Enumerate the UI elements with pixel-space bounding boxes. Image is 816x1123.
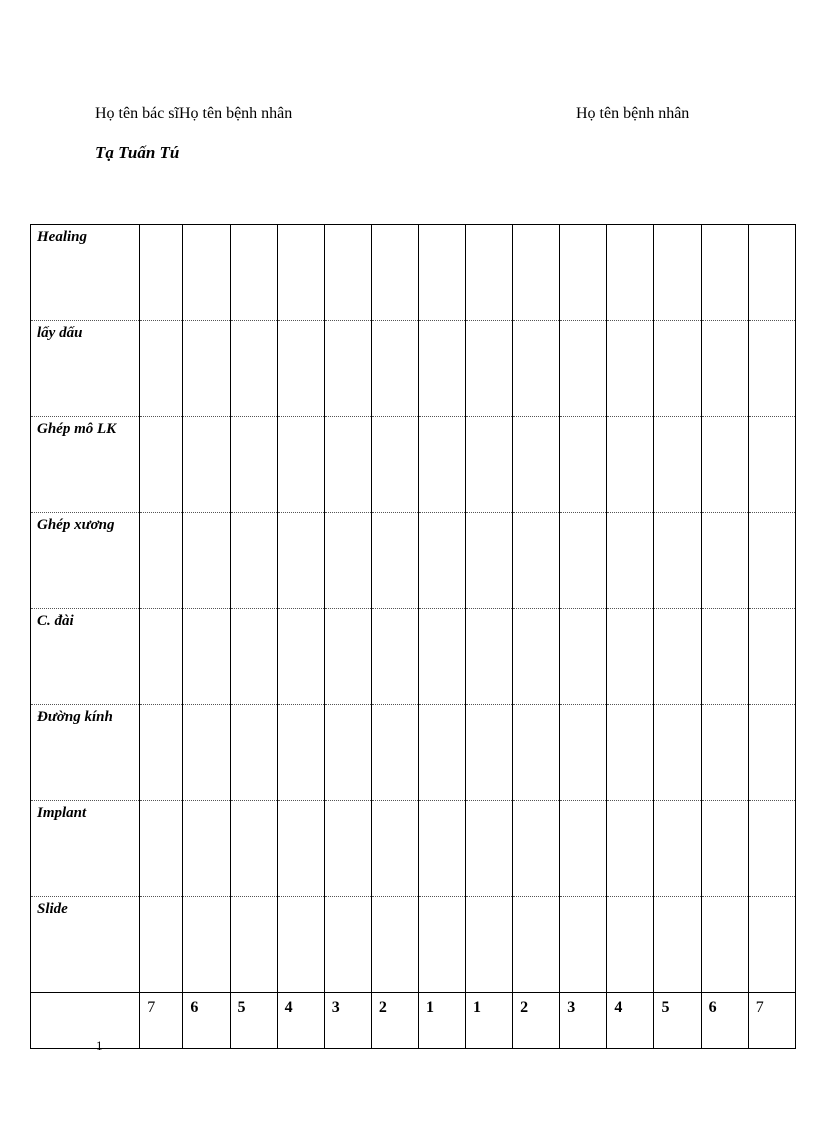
chart-cell[interactable] <box>513 609 560 705</box>
chart-cell[interactable] <box>607 321 654 417</box>
chart-cell[interactable] <box>654 417 701 513</box>
chart-cell[interactable] <box>560 705 607 801</box>
chart-cell[interactable] <box>607 897 654 993</box>
chart-cell[interactable] <box>371 225 418 321</box>
chart-cell[interactable] <box>513 321 560 417</box>
chart-cell[interactable] <box>701 897 748 993</box>
chart-cell[interactable] <box>371 513 418 609</box>
chart-cell[interactable] <box>277 609 324 705</box>
chart-cell[interactable] <box>748 801 795 897</box>
chart-cell[interactable] <box>371 801 418 897</box>
chart-cell[interactable] <box>560 417 607 513</box>
chart-cell[interactable] <box>324 513 371 609</box>
chart-cell[interactable] <box>560 321 607 417</box>
chart-cell[interactable] <box>701 801 748 897</box>
chart-cell[interactable] <box>748 225 795 321</box>
chart-cell[interactable] <box>466 513 513 609</box>
row-label: Ghép xương <box>31 513 140 609</box>
tooth-number: 5 <box>230 993 277 1049</box>
chart-cell[interactable] <box>140 321 183 417</box>
chart-cell[interactable] <box>324 225 371 321</box>
chart-cell[interactable] <box>324 321 371 417</box>
chart-cell[interactable] <box>277 321 324 417</box>
chart-row <box>31 609 796 705</box>
chart-cell[interactable] <box>701 609 748 705</box>
chart-cell[interactable] <box>230 225 277 321</box>
chart-cell[interactable] <box>513 417 560 513</box>
implant-chart-table <box>30 224 796 1049</box>
chart-cell[interactable] <box>183 321 230 417</box>
chart-cell[interactable] <box>607 513 654 609</box>
tooth-number: 3 <box>324 993 371 1049</box>
chart-cell[interactable] <box>560 801 607 897</box>
chart-cell[interactable] <box>748 417 795 513</box>
chart-cell[interactable] <box>183 705 230 801</box>
chart-cell[interactable] <box>748 513 795 609</box>
tooth-number: 1 <box>418 993 465 1049</box>
chart-cell[interactable] <box>324 609 371 705</box>
chart-cell[interactable] <box>324 897 371 993</box>
chart-cell[interactable] <box>277 801 324 897</box>
chart-cell[interactable] <box>560 609 607 705</box>
chart-cell[interactable] <box>607 609 654 705</box>
chart-cell[interactable] <box>466 801 513 897</box>
chart-cell[interactable] <box>654 321 701 417</box>
chart-row <box>31 513 796 609</box>
chart-cell[interactable] <box>140 801 183 897</box>
chart-cell[interactable] <box>654 897 701 993</box>
chart-cell[interactable] <box>230 801 277 897</box>
chart-cell[interactable] <box>466 225 513 321</box>
chart-cell[interactable] <box>466 897 513 993</box>
chart-cell[interactable] <box>371 417 418 513</box>
chart-cell[interactable] <box>277 225 324 321</box>
chart-cell[interactable] <box>513 513 560 609</box>
header-patient-label: Họ tên bệnh nhân <box>576 105 690 122</box>
chart-cell[interactable] <box>466 705 513 801</box>
row-label: Healing <box>31 225 140 321</box>
tooth-number: 7 <box>748 993 795 1049</box>
chart-cell[interactable] <box>183 609 230 705</box>
chart-cell[interactable] <box>607 417 654 513</box>
tooth-number: 4 <box>277 993 324 1049</box>
chart-cell[interactable] <box>418 897 465 993</box>
chart-cell[interactable] <box>418 705 465 801</box>
tooth-number-row <box>31 993 796 1049</box>
chart-cell[interactable] <box>183 417 230 513</box>
chart-row <box>31 321 796 417</box>
row-label: Ghép mô LK <box>31 417 140 513</box>
chart-cell[interactable] <box>371 609 418 705</box>
chart-cell[interactable] <box>513 705 560 801</box>
chart-cell[interactable] <box>230 417 277 513</box>
chart-cell[interactable] <box>140 513 183 609</box>
row-label: lấy dấu <box>31 321 140 417</box>
chart-cell[interactable] <box>513 225 560 321</box>
chart-cell[interactable] <box>701 417 748 513</box>
chart-cell[interactable] <box>466 417 513 513</box>
chart-cell[interactable] <box>418 513 465 609</box>
chart-cell[interactable] <box>513 897 560 993</box>
chart-cell[interactable] <box>183 801 230 897</box>
chart-cell[interactable] <box>230 897 277 993</box>
chart-cell[interactable] <box>654 513 701 609</box>
chart-cell[interactable] <box>418 417 465 513</box>
tooth-number: 2 <box>513 993 560 1049</box>
chart-cell[interactable] <box>418 321 465 417</box>
tooth-number: 2 <box>371 993 418 1049</box>
doctor-name: Tạ Tuấn Tú <box>95 143 180 162</box>
chart-cell[interactable] <box>277 705 324 801</box>
row-label: Implant <box>31 801 140 897</box>
chart-cell[interactable] <box>701 513 748 609</box>
tooth-row-blank-cell <box>31 993 140 1049</box>
chart-cell[interactable] <box>654 801 701 897</box>
chart-cell[interactable] <box>324 705 371 801</box>
tooth-number: 1 <box>466 993 513 1049</box>
chart-cell[interactable] <box>140 417 183 513</box>
chart-cell[interactable] <box>748 321 795 417</box>
chart-cell[interactable] <box>607 705 654 801</box>
chart-cell[interactable] <box>230 609 277 705</box>
chart-cell[interactable] <box>654 225 701 321</box>
chart-cell[interactable] <box>748 705 795 801</box>
chart-cell[interactable] <box>230 705 277 801</box>
header-doctor-patient-label: Họ tên bác sĩHọ tên bệnh nhân <box>95 105 293 122</box>
chart-cell[interactable] <box>748 609 795 705</box>
chart-cell[interactable] <box>466 321 513 417</box>
chart-cell[interactable] <box>277 417 324 513</box>
page-number: 1 <box>96 1038 103 1053</box>
chart-cell[interactable] <box>466 609 513 705</box>
chart-cell[interactable] <box>701 705 748 801</box>
chart-cell[interactable] <box>654 705 701 801</box>
chart-cell[interactable] <box>654 609 701 705</box>
chart-cell[interactable] <box>371 897 418 993</box>
chart-row <box>31 801 796 897</box>
row-label: Slide <box>31 897 140 993</box>
chart-cell[interactable] <box>371 705 418 801</box>
chart-cell[interactable] <box>701 225 748 321</box>
chart-cell[interactable] <box>701 321 748 417</box>
chart-cell[interactable] <box>183 897 230 993</box>
chart-cell[interactable] <box>560 897 607 993</box>
chart-cell[interactable] <box>607 225 654 321</box>
chart-cell[interactable] <box>140 225 183 321</box>
chart-cell[interactable] <box>418 609 465 705</box>
chart-cell[interactable] <box>277 513 324 609</box>
chart-cell[interactable] <box>371 321 418 417</box>
tooth-number: 5 <box>654 993 701 1049</box>
chart-cell[interactable] <box>140 609 183 705</box>
tooth-number: 6 <box>701 993 748 1049</box>
chart-row <box>31 897 796 993</box>
chart-row <box>31 417 796 513</box>
chart-row <box>31 225 796 321</box>
chart-cell[interactable] <box>418 801 465 897</box>
chart-cell[interactable] <box>607 801 654 897</box>
chart-cell[interactable] <box>418 225 465 321</box>
chart-cell[interactable] <box>560 225 607 321</box>
chart-cell[interactable] <box>140 705 183 801</box>
tooth-number: 3 <box>560 993 607 1049</box>
chart-cell[interactable] <box>324 417 371 513</box>
row-label: C. đài <box>31 609 140 705</box>
tooth-number: 6 <box>183 993 230 1049</box>
chart-cell[interactable] <box>277 897 324 993</box>
chart-cell[interactable] <box>748 897 795 993</box>
chart-cell[interactable] <box>140 897 183 993</box>
chart-cell[interactable] <box>230 321 277 417</box>
chart-cell[interactable] <box>513 801 560 897</box>
chart-cell[interactable] <box>183 513 230 609</box>
row-label: Đường kính <box>31 705 140 801</box>
tooth-number: 4 <box>607 993 654 1049</box>
chart-cell[interactable] <box>183 225 230 321</box>
chart-row <box>31 705 796 801</box>
chart-cell[interactable] <box>560 513 607 609</box>
chart-cell[interactable] <box>230 513 277 609</box>
chart-cell[interactable] <box>324 801 371 897</box>
tooth-number: 7 <box>140 993 183 1049</box>
